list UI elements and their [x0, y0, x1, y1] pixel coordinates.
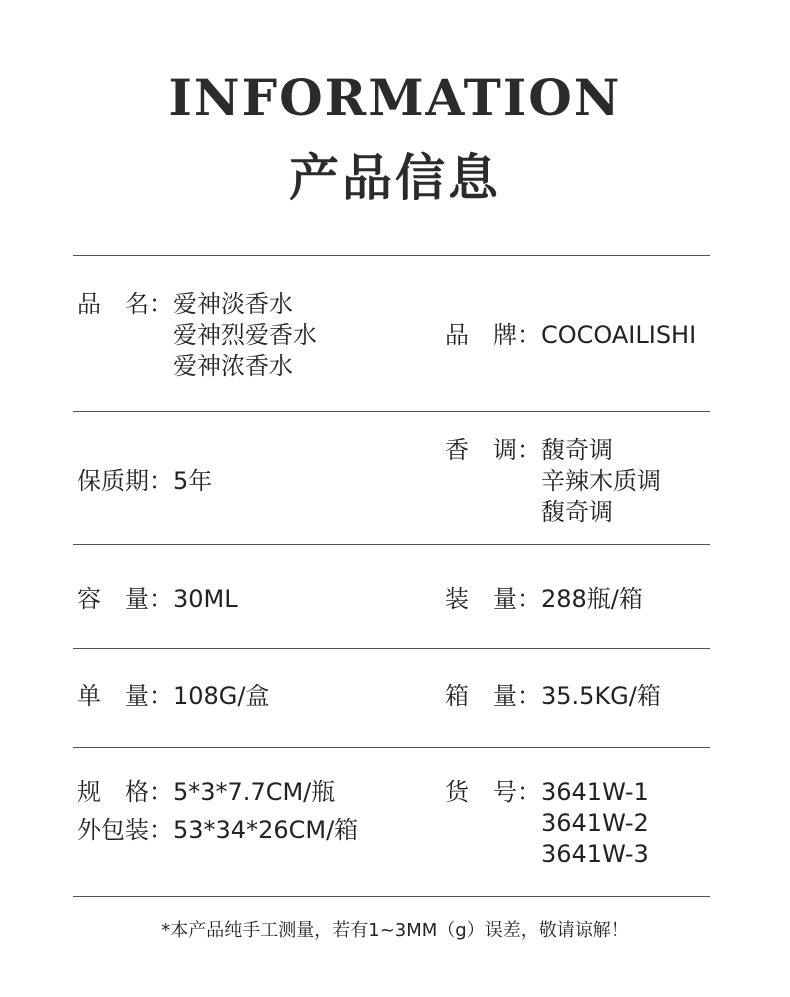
title-en: INFORMATION [168, 68, 622, 127]
divider [73, 255, 710, 256]
spec-item-no-value-1: 3641W-1 [541, 778, 649, 806]
spec-shelf-life [77, 466, 212, 497]
spec-scent [445, 435, 661, 528]
spec-case-qty-value: 288瓶/箱 [541, 585, 643, 613]
spec-brand [445, 320, 696, 351]
divider [73, 648, 710, 649]
spec-scent-value-1: 馥奇调 [541, 436, 613, 464]
spec-outer-pack-label: 外包装： [77, 816, 173, 844]
divider [73, 747, 710, 748]
spec-brand-label: 品 牌： [445, 321, 541, 349]
spec-capacity [77, 584, 238, 615]
spec-name-value-3: 爱神浓香水 [173, 352, 293, 380]
spec-name-label: 品 名： [77, 290, 173, 318]
spec-case-weight-value: 35.5KG/箱 [541, 682, 661, 710]
spec-item-no-label: 货 号： [445, 778, 541, 806]
spec-name [77, 289, 317, 382]
spec-case-qty [445, 584, 643, 615]
spec-shelf-life-value: 5年 [173, 467, 213, 495]
spec-shelf-life-label: 保质期： [77, 467, 173, 495]
spec-unit-weight-label: 单 量： [77, 682, 173, 710]
spec-case-weight [445, 681, 661, 712]
spec-brand-value: COCOAILISHI [541, 321, 697, 349]
spec-scent-value-3: 馥奇调 [541, 498, 613, 526]
spec-case-weight-label: 箱 量： [445, 682, 541, 710]
spec-size-value: 5*3*7.7CM/瓶 [173, 778, 336, 806]
spec-scent-value-2: 辛辣木质调 [541, 467, 661, 495]
spec-outer-pack-value: 53*34*26CM/箱 [173, 816, 359, 844]
spec-item-no [445, 777, 649, 870]
footnote: *本产品纯手工测量，若有1~3MM（g）误差，敬请谅解！ [161, 920, 629, 941]
spec-size-label: 规 格： [77, 778, 173, 806]
spec-unit-weight [77, 681, 270, 712]
spec-unit-weight-value: 108G/盒 [173, 682, 270, 710]
spec-scent-label: 香 调： [445, 436, 541, 464]
spec-item-no-value-2: 3641W-2 [541, 809, 649, 837]
spec-outer-pack [77, 815, 358, 846]
spec-item-no-value-3: 3641W-3 [541, 840, 649, 868]
spec-size [77, 777, 335, 808]
divider [73, 411, 710, 412]
spec-capacity-label: 容 量： [77, 585, 173, 613]
spec-capacity-value: 30ML [173, 585, 238, 613]
spec-name-value-2: 爱神烈爱香水 [173, 321, 317, 349]
spec-name-value-1: 爱神淡香水 [173, 290, 293, 318]
spec-case-qty-label: 装 量： [445, 585, 541, 613]
divider [73, 896, 710, 897]
divider [73, 544, 710, 545]
title-cn: 产品信息 [289, 148, 501, 207]
